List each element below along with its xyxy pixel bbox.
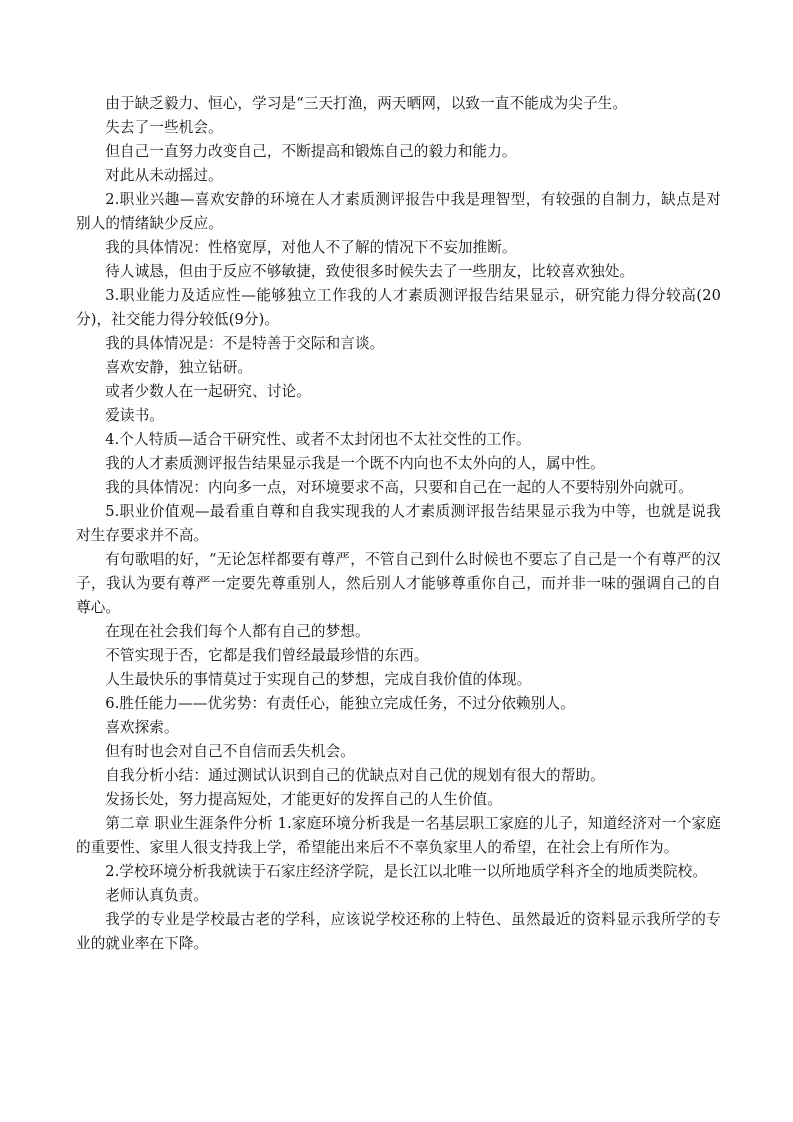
paragraph: 我学的专业是学校最古老的学科，应该说学校还称的上特色、虽然最近的资料显示我所学的专业的就业率在下降。 (76, 911, 721, 952)
paragraph: 6.胜任能力——优劣势：有责任心，能独立完成任务，不过分依赖别人。 (105, 695, 575, 712)
paragraph: 发扬长处，努力提高短处，才能更好的发挥自己的人生价值。 (105, 791, 502, 808)
paragraph: 爱读书。 (105, 407, 164, 424)
paragraph: 不管实现于否，它都是我们曾经最最珍惜的东西。 (105, 647, 429, 664)
paragraph: 喜欢安静，独立钻研。 (105, 359, 253, 376)
document-body (76, 92, 721, 956)
paragraph: 在现在社会我们每个人都有自己的梦想。 (105, 623, 370, 640)
paragraph: 我的具体情况：性格宽厚，对他人不了解的情况下不妄加推断。 (105, 239, 517, 256)
paragraph: 失去了一些机会。 (105, 119, 223, 136)
paragraph: 有句歌唱的好，“无论怎样都要有尊严，不管自己到什么时候也不要忘了自己是一个有尊严的汉子，我认为要有尊严一定要先尊重别人，然后别人才能够尊重你自己，而并非一味的强调自己的自尊心。 (76, 551, 721, 616)
paragraph: 待人诚恳，但由于反应不够敏捷，致使很多时候失去了一些朋友，比较喜欢独处。 (105, 263, 635, 280)
paragraph: 自我分析小结：通过测试认识到自己的优缺点对自己优的规划有很大的帮助。 (105, 767, 605, 784)
paragraph: 2.学校环境分析我就读于石家庄经济学院，是长江以北唯一以所地质学科齐全的地质类院校。 (105, 863, 708, 880)
paragraph: 或者少数人在一起研究、讨论。 (105, 383, 311, 400)
paragraph: 老师认真负责。 (105, 887, 209, 904)
paragraph: 我的具体情况是：不是特善于交际和言谈。 (105, 335, 385, 352)
paragraph: 2.职业兴趣—喜欢安静的环境在人才素质测评报告中我是理智型，有较强的自制力，缺点是对别人的情绪缺少反应。 (76, 191, 721, 232)
paragraph: 人生最快乐的事情莫过于实现自己的梦想，完成自我价值的体现。 (105, 671, 532, 688)
paragraph: 3.职业能力及适应性—能够独立工作我的人才素质测评报告结果显示，研究能力得分较高(20分)，社交能力得分较低(9分)。 (76, 287, 721, 328)
paragraph: 第二章 职业生涯条件分析 1.家庭环境分析我是一名基层职工家庭的儿子，知道经济对一个家庭的重要性、家里人很支持我上学，希望能出来后不不辜负家里人的希望，在社会上有所作为。 (76, 815, 721, 856)
paragraph: 我的人才素质测评报告结果显示我是一个既不内向也不太外向的人，属中性。 (105, 455, 605, 472)
paragraph: 我的具体情况：内向多一点，对环境要求不高，只要和自己在一起的人不要特别外向就可。 (105, 479, 693, 496)
paragraph: 4.个人特质—适合干研究性、或者不太封闭也不太社交性的工作。 (105, 431, 531, 448)
paragraph: 由于缺乏毅力、恒心，学习是“三天打渔，两天晒网，以致一直不能成为尖子生。 (105, 95, 628, 112)
paragraph: 但有时也会对自己不自信而丢失机会。 (105, 743, 355, 760)
paragraph: 对此从未动摇过。 (105, 167, 223, 184)
paragraph: 但自己一直努力改变自己，不断提高和锻炼自己的毅力和能力。 (105, 143, 517, 160)
paragraph: 5.职业价值观—最看重自尊和自我实现我的人才素质测评报告结果显示我为中等，也就是说我对生存要求并不高。 (76, 503, 721, 544)
paragraph: 喜欢探索。 (105, 719, 179, 736)
